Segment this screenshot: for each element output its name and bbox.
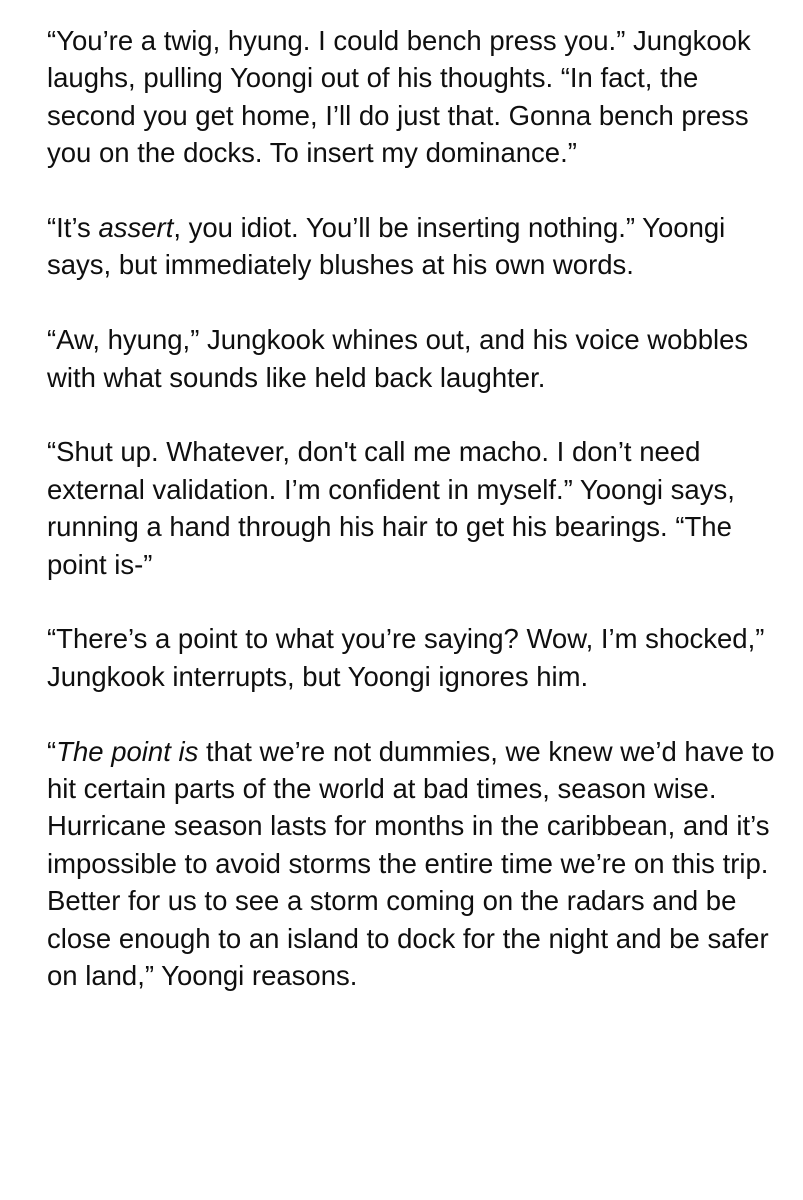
document-page — [47, 22, 787, 994]
paragraph-text: “There’s a point to what you’re saying? Wow, I’m shocked,” Jungkook interrupts, but Yoongi ignores him. — [47, 623, 765, 692]
paragraph-text: “It’s — [47, 212, 99, 244]
paragraph-1 — [47, 22, 787, 172]
paragraph-text: “ — [47, 735, 57, 767]
paragraph-text: “Aw, hyung,” Jungkook whines out, and his voice wobbles with what sounds like held back laughter. — [47, 324, 749, 393]
paragraph-text: “You’re a twig, hyung. I could bench press you.” Jungkook laughs, pulling Yoongi out of his thoughts. “In fact, the second you get home, I’ll do just that. Gonna bench press you on the docks. To insert my dominance.” — [47, 25, 751, 169]
paragraph-text: , you idiot. You’ll be inserting nothing.” Yoongi says, but immediately blushes at his own words. — [47, 212, 726, 281]
paragraph-4 — [47, 433, 787, 583]
paragraph-6 — [47, 733, 787, 995]
paragraph-text: “Shut up. Whatever, don't call me macho. I don’t need external validation. I’m confident in myself.” Yoongi says, running a hand through his hair to get his bearings. “The point is-” — [47, 436, 735, 580]
paragraph-2 — [47, 209, 787, 284]
italic-emphasis: assert — [98, 212, 174, 244]
paragraph-5 — [47, 620, 787, 695]
paragraph-text: that we’re not dummies, we knew we’d have to hit certain parts of the world at bad times, season wise. Hurricane season lasts for months in the caribbean, and it’s impossible to avoid storms the entire time we’re on this trip. Better for us to see a storm coming on the radars and be close enough to an island to dock for the night and be safer on land,” Yoongi reasons. — [47, 735, 775, 992]
italic-emphasis: The point is — [56, 735, 199, 767]
paragraph-3 — [47, 321, 787, 396]
